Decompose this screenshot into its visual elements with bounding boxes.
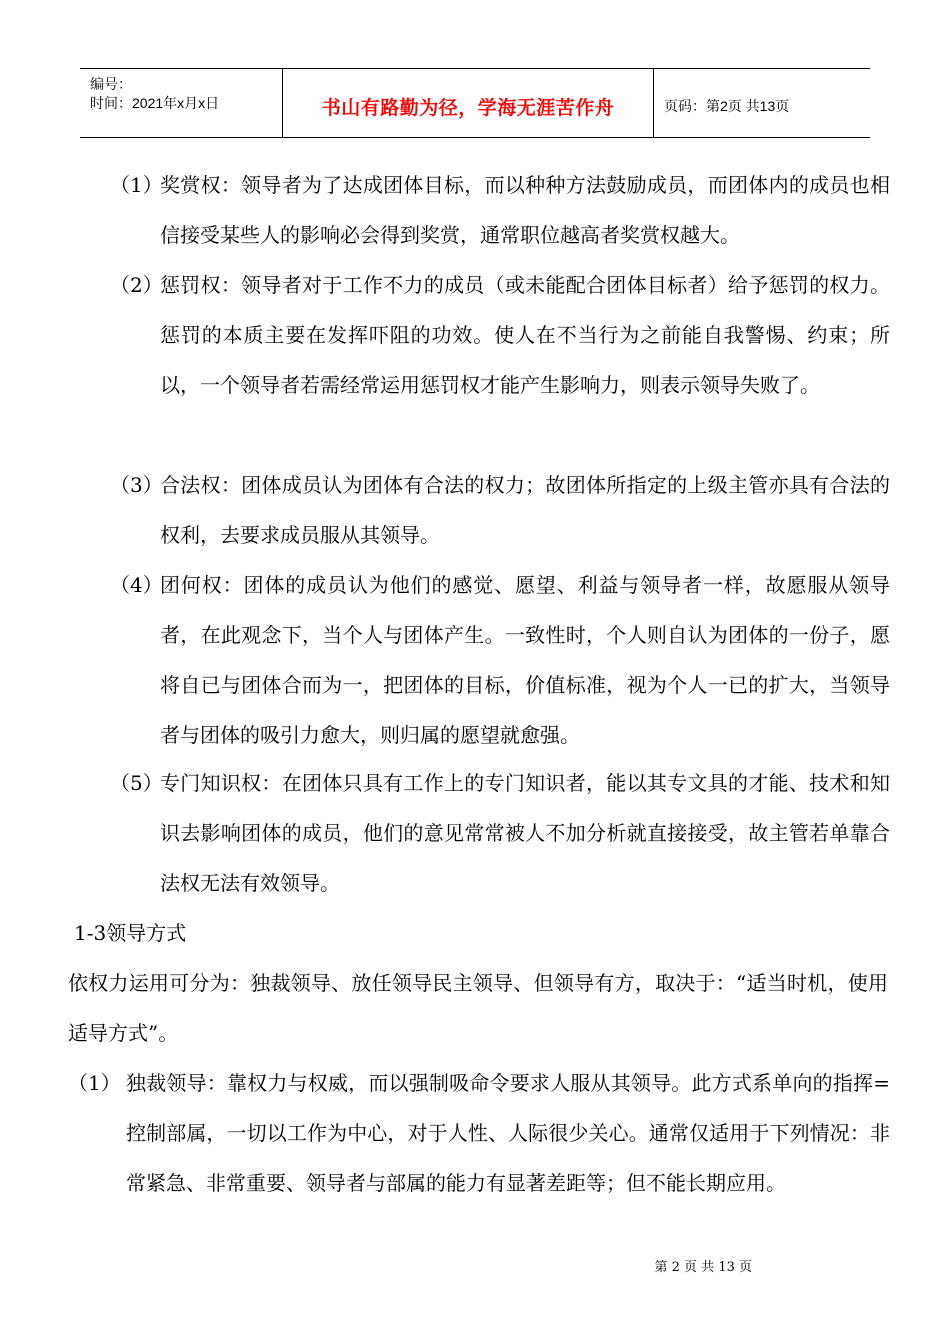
list-item bbox=[110, 160, 890, 260]
document-date: 时间：2021年x月x日 bbox=[90, 95, 220, 111]
list-item bbox=[68, 1058, 890, 1208]
footer-page-number: 第 2 页 共 13 页 bbox=[654, 1260, 752, 1275]
header-page-info: 页码：第2页 共13页 bbox=[664, 98, 790, 114]
header-meta bbox=[80, 69, 282, 137]
list-item bbox=[110, 758, 890, 908]
item-marker: （1） bbox=[110, 173, 163, 197]
list-item bbox=[110, 460, 890, 560]
item-text: 专门知识权：在团体只具有工作上的专门知识者，能以其专文具的才能、技术和知识去影响团体的成员，他们的意见常常被人不加分析就直接接受，故主管若单靠合法权无法有效领导。 bbox=[160, 771, 890, 895]
section-intro: 依权力运用可分为：独裁领导、放任领导民主领导、但领导有方，取决于：“适当时机，使用适导方式”。 bbox=[68, 971, 888, 1045]
item-marker: （4） bbox=[110, 573, 163, 597]
item-text: 奖赏权：领导者为了达成团体目标，而以种种方法鼓励成员，而团体内的成员也相信接受某些人的影响必会得到奖赏，通常职位越高者奖赏权越大。 bbox=[160, 173, 890, 247]
list-item bbox=[110, 560, 890, 760]
item-text: 惩罚权：领导者对于工作不力的成员（或未能配合团体目标者）给予惩罚的权力。惩罚的本质主要在发挥吓阻的功效。使人在不当行为之前能自我警惕、约束；所以，一个领导者若需经常运用惩罚权才能产生影响力，则表示领导失败了。 bbox=[160, 273, 890, 397]
section-title: 1-3领导方式 bbox=[74, 921, 187, 945]
item-marker: （3） bbox=[110, 473, 163, 497]
page-header bbox=[80, 68, 870, 138]
item-text: 合法权：团体成员认为团体有合法的权力；故团体所指定的上级主管亦具有合法的权利，去要求成员服从其领导。 bbox=[160, 473, 890, 547]
item-marker: （5） bbox=[110, 771, 163, 795]
item-marker: （1） bbox=[68, 1071, 121, 1095]
header-motto: 书山有路勤为径，学海无涯苦作舟 bbox=[282, 69, 654, 137]
list-item bbox=[110, 260, 890, 410]
document-number: 编号： bbox=[90, 76, 132, 92]
item-text: 独裁领导：靠权力与权威，而以强制吸命令要求人服从其领导。此方式系单向的指挥=控制部属，一切以工作为中心，对于人性、人际很少关心。通常仅适用于下列情况：非常紧急、非常重要、领导者与部属的能力有显著差距等；但不能长期应用。 bbox=[126, 1071, 890, 1195]
item-text: 团何权：团体的成员认为他们的感觉、愿望、利益与领导者一样，故愿服从领导者，在此观念下，当个人与团体产生。一致性时，个人则自认为团体的一份子，愿将自已与团体合而为一，把团体的目标，价值标准，视为个人一已的扩大，当领导者与团体的吸引力愈大，则归属的愿望就愈强。 bbox=[160, 573, 890, 747]
page-footer bbox=[0, 1256, 950, 1275]
item-marker: （2） bbox=[110, 273, 163, 297]
